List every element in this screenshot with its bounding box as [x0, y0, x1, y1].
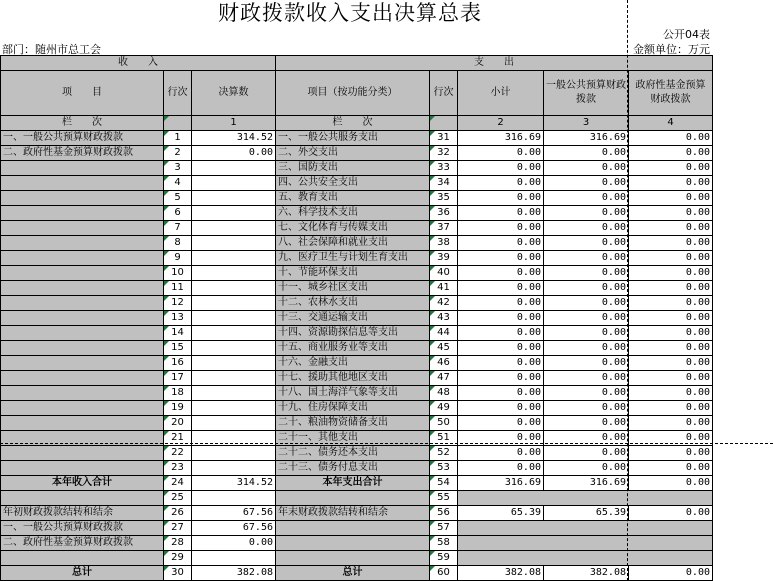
income-amount	[192, 176, 276, 191]
expense-item: 六、科学技术支出	[276, 206, 430, 221]
expense-line-header: 行次	[430, 71, 458, 116]
expense-subtotal: 0.00	[458, 281, 544, 296]
expense-general: 0.00	[544, 191, 629, 206]
income-line-header: 行次	[164, 71, 192, 116]
income-amount	[192, 281, 276, 296]
expense-fund: 0.00	[629, 236, 713, 251]
income-amount	[192, 251, 276, 266]
income-line: 19	[164, 401, 192, 416]
income-line: 22	[164, 446, 192, 461]
income-amount	[192, 401, 276, 416]
income-amount	[192, 446, 276, 461]
table-row	[1, 131, 713, 146]
table-row	[1, 161, 713, 176]
expense-fund: 0.00	[629, 311, 713, 326]
expense-line: 32	[430, 146, 458, 161]
department-label: 部门：随州市总工会	[2, 43, 101, 56]
income-line: 13	[164, 311, 192, 326]
column-index-4: 4	[629, 116, 713, 131]
form-number: 公开04表	[663, 28, 710, 41]
expense-general: 0.00	[544, 251, 629, 266]
expense-fund: 0.00	[629, 386, 713, 401]
expense-fund: 0.00	[629, 401, 713, 416]
expense-subtotal: 0.00	[458, 431, 544, 446]
expense-total-fund: 0.00	[629, 476, 713, 491]
blank-cell	[276, 521, 430, 536]
amount-unit-label: 金额单位：万元	[633, 43, 710, 56]
column-index-label-right: 栏 次	[276, 116, 430, 131]
income-item: 二、政府性基金预算财政拨款	[1, 146, 164, 161]
expense-line: 47	[430, 371, 458, 386]
income-item	[1, 386, 164, 401]
expense-item: 十七、援助其他地区支出	[276, 371, 430, 386]
expense-fund: 0.00	[629, 341, 713, 356]
income-line: 3	[164, 161, 192, 176]
blank-line-right: 55	[430, 491, 458, 506]
blank-cell	[276, 536, 430, 551]
blank-cell	[458, 491, 713, 506]
income-item	[1, 281, 164, 296]
income-item	[1, 206, 164, 221]
expense-item: 三、国防支出	[276, 161, 430, 176]
begin-general-value: 67.56	[192, 521, 276, 536]
table-row	[1, 356, 713, 371]
table-row	[1, 296, 713, 311]
income-line: 23	[164, 461, 192, 476]
row-59-line: 59	[430, 551, 458, 566]
expense-total-line: 54	[430, 476, 458, 491]
expense-general: 0.00	[544, 236, 629, 251]
expense-line: 35	[430, 191, 458, 206]
income-item	[1, 461, 164, 476]
blank-cell	[1, 551, 164, 566]
income-item	[1, 341, 164, 356]
income-item	[1, 416, 164, 431]
table-row	[1, 341, 713, 356]
expense-subtotal: 0.00	[458, 356, 544, 371]
expense-line: 36	[430, 206, 458, 221]
income-amount	[192, 191, 276, 206]
begin-balance-line: 26	[164, 506, 192, 521]
blank-cell	[276, 491, 430, 506]
expense-item: 二十、粮油物资储备支出	[276, 416, 430, 431]
table-row	[1, 176, 713, 191]
income-item	[1, 326, 164, 341]
income-item	[1, 251, 164, 266]
income-amount: 0.00	[192, 146, 276, 161]
expense-item: 十一、城乡社区支出	[276, 281, 430, 296]
income-item	[1, 401, 164, 416]
expense-item: 十、节能环保支出	[276, 266, 430, 281]
grand-total-label-right: 总计	[276, 566, 430, 581]
expense-fund: 0.00	[629, 191, 713, 206]
table-row	[1, 461, 713, 476]
column-index-blank	[164, 116, 192, 131]
expense-item: 五、教育支出	[276, 191, 430, 206]
expense-total-general: 316.69	[544, 476, 629, 491]
expense-line: 42	[430, 296, 458, 311]
income-amount	[192, 206, 276, 221]
expense-general: 0.00	[544, 281, 629, 296]
general-budget-header: 一般公共预算财政拨款	[544, 71, 629, 116]
expense-total-subtotal: 316.69	[458, 476, 544, 491]
expense-subtotal: 0.00	[458, 221, 544, 236]
income-amount	[192, 416, 276, 431]
table-row	[1, 221, 713, 236]
grand-total-subtotal: 382.08	[458, 566, 544, 581]
expense-subtotal: 0.00	[458, 386, 544, 401]
expense-item: 二十一、其他支出	[276, 431, 430, 446]
expense-fund: 0.00	[629, 266, 713, 281]
expense-general: 0.00	[544, 446, 629, 461]
expense-fund: 0.00	[629, 281, 713, 296]
expense-fund: 0.00	[629, 221, 713, 236]
expense-subtotal: 0.00	[458, 371, 544, 386]
report-title: 财政拨款收入支出决算总表	[218, 1, 482, 25]
expense-line: 39	[430, 251, 458, 266]
table-row	[1, 311, 713, 326]
income-amount	[192, 221, 276, 236]
carryover-fund-row	[1, 536, 713, 551]
income-total-value: 314.52	[192, 476, 276, 491]
expense-fund: 0.00	[629, 326, 713, 341]
income-line: 14	[164, 326, 192, 341]
income-amount	[192, 266, 276, 281]
grand-total-label-left: 总计	[1, 566, 164, 581]
expense-general: 0.00	[544, 356, 629, 371]
expense-fund: 0.00	[629, 206, 713, 221]
income-line: 18	[164, 386, 192, 401]
expense-fund: 0.00	[629, 431, 713, 446]
income-line: 15	[164, 341, 192, 356]
expense-item: 十六、金融支出	[276, 356, 430, 371]
expense-subtotal: 316.69	[458, 131, 544, 146]
table-row	[1, 416, 713, 431]
expense-general: 0.00	[544, 341, 629, 356]
income-line: 1	[164, 131, 192, 146]
expense-general: 0.00	[544, 206, 629, 221]
expense-fund: 0.00	[629, 371, 713, 386]
expense-subtotal: 0.00	[458, 161, 544, 176]
blank-cell	[458, 521, 713, 536]
expense-item: 七、文化体育与传媒支出	[276, 221, 430, 236]
income-item: 一、一般公共预算财政拨款	[1, 131, 164, 146]
begin-fund-line: 28	[164, 536, 192, 551]
expense-line: 37	[430, 221, 458, 236]
expense-subtotal: 0.00	[458, 326, 544, 341]
expense-line: 34	[430, 176, 458, 191]
expense-item: 一、一般公共服务支出	[276, 131, 430, 146]
expense-fund: 0.00	[629, 146, 713, 161]
income-total-row	[1, 476, 713, 491]
table-row	[1, 191, 713, 206]
income-item	[1, 356, 164, 371]
blank-cell	[1, 491, 164, 506]
expense-subtotal: 0.00	[458, 296, 544, 311]
expense-general: 0.00	[544, 221, 629, 236]
expense-line: 38	[430, 236, 458, 251]
income-amount	[192, 236, 276, 251]
expense-item: 十八、国土海洋气象等支出	[276, 386, 430, 401]
income-item	[1, 191, 164, 206]
budget-table	[0, 55, 713, 581]
expense-general: 0.00	[544, 371, 629, 386]
blank-row	[1, 491, 713, 506]
blank-row-29	[1, 551, 713, 566]
income-line: 20	[164, 416, 192, 431]
expense-fund: 0.00	[629, 251, 713, 266]
expense-line: 45	[430, 341, 458, 356]
page-break-vertical	[627, 0, 628, 581]
expense-general: 316.69	[544, 131, 629, 146]
income-item	[1, 221, 164, 236]
expense-general: 0.00	[544, 311, 629, 326]
expense-fund: 0.00	[629, 296, 713, 311]
table-row	[1, 281, 713, 296]
income-amount	[192, 371, 276, 386]
income-amount	[192, 311, 276, 326]
blank-cell	[192, 491, 276, 506]
end-balance-subtotal: 65.39	[458, 506, 544, 521]
expense-line: 46	[430, 356, 458, 371]
expense-item: 十五、商业服务业等支出	[276, 341, 430, 356]
table-row	[1, 386, 713, 401]
expense-item: 八、社会保障和就业支出	[276, 236, 430, 251]
income-item	[1, 236, 164, 251]
begin-fund-value: 0.00	[192, 536, 276, 551]
income-amount	[192, 341, 276, 356]
column-index-1: 1	[192, 116, 276, 131]
income-amount	[192, 161, 276, 176]
expense-item: 九、医疗卫生与计划生育支出	[276, 251, 430, 266]
blank-cell	[458, 536, 713, 551]
income-amount: 314.52	[192, 131, 276, 146]
table-row	[1, 266, 713, 281]
expense-fund: 0.00	[629, 446, 713, 461]
table-row	[1, 446, 713, 461]
begin-general-label: 一、一般公共预算财政拨款	[1, 521, 164, 536]
grand-total-line-right: 60	[430, 566, 458, 581]
begin-general-line: 27	[164, 521, 192, 536]
begin-balance-value: 67.56	[192, 506, 276, 521]
expense-group-header: 支 出	[276, 56, 713, 71]
income-line: 5	[164, 191, 192, 206]
grand-total-fund: 0.00	[629, 566, 713, 581]
expense-subtotal: 0.00	[458, 146, 544, 161]
expense-item: 十二、农林水支出	[276, 296, 430, 311]
expense-line: 52	[430, 446, 458, 461]
end-balance-fund: 0.00	[629, 506, 713, 521]
column-index-blank-right	[430, 116, 458, 131]
expense-general: 0.00	[544, 266, 629, 281]
expense-item: 十三、交通运输支出	[276, 311, 430, 326]
carryover-general-row	[1, 521, 713, 536]
expense-general: 0.00	[544, 326, 629, 341]
blank-line-left: 25	[164, 491, 192, 506]
expense-subtotal: 0.00	[458, 416, 544, 431]
income-line: 8	[164, 236, 192, 251]
expense-line: 31	[430, 131, 458, 146]
income-amount	[192, 296, 276, 311]
income-line: 21	[164, 431, 192, 446]
income-item	[1, 371, 164, 386]
expense-fund: 0.00	[629, 461, 713, 476]
expense-general: 0.00	[544, 146, 629, 161]
expense-subtotal: 0.00	[458, 176, 544, 191]
income-amount-header: 决算数	[192, 71, 276, 116]
table-row	[1, 251, 713, 266]
expense-line: 33	[430, 161, 458, 176]
expense-fund: 0.00	[629, 416, 713, 431]
expense-line: 44	[430, 326, 458, 341]
expense-fund: 0.00	[629, 356, 713, 371]
column-index-row	[1, 116, 713, 131]
income-line: 10	[164, 266, 192, 281]
income-item	[1, 176, 164, 191]
expense-line: 48	[430, 386, 458, 401]
expense-general: 0.00	[544, 176, 629, 191]
expense-item: 二十二、债务还本支出	[276, 446, 430, 461]
row-58-line: 58	[430, 536, 458, 551]
income-line: 17	[164, 371, 192, 386]
expense-line: 40	[430, 266, 458, 281]
expense-line: 49	[430, 401, 458, 416]
expense-general: 0.00	[544, 461, 629, 476]
income-line: 6	[164, 206, 192, 221]
expense-subtotal: 0.00	[458, 206, 544, 221]
grand-total-line-left: 30	[164, 566, 192, 581]
income-line: 2	[164, 146, 192, 161]
begin-balance-label: 年初财政拨款结转和结余	[1, 506, 164, 521]
begin-fund-label: 二、政府性基金预算财政拨款	[1, 536, 164, 551]
expense-item: 十四、资源勘探信息等支出	[276, 326, 430, 341]
expense-item: 四、公共安全支出	[276, 176, 430, 191]
income-amount	[192, 461, 276, 476]
income-item	[1, 296, 164, 311]
expense-subtotal: 0.00	[458, 341, 544, 356]
income-item	[1, 311, 164, 326]
blank-cell	[276, 551, 430, 566]
page-break-horizontal	[0, 443, 773, 444]
grand-total-row	[1, 566, 713, 581]
income-total-label: 本年收入合计	[1, 476, 164, 491]
subtotal-header: 小计	[458, 71, 544, 116]
income-total-line: 24	[164, 476, 192, 491]
expense-subtotal: 0.00	[458, 251, 544, 266]
expense-line: 53	[430, 461, 458, 476]
income-item	[1, 446, 164, 461]
expense-line: 51	[430, 431, 458, 446]
expense-item-header: 项目（按功能分类）	[276, 71, 430, 116]
expense-fund: 0.00	[629, 161, 713, 176]
column-index-label: 栏 次	[1, 116, 164, 131]
expense-general: 0.00	[544, 386, 629, 401]
income-line: 7	[164, 221, 192, 236]
expense-subtotal: 0.00	[458, 446, 544, 461]
column-header-row	[1, 71, 713, 116]
end-balance-line: 56	[430, 506, 458, 521]
carryover-row	[1, 506, 713, 521]
income-amount	[192, 356, 276, 371]
column-index-2: 2	[458, 116, 544, 131]
table-row	[1, 206, 713, 221]
expense-general: 0.00	[544, 161, 629, 176]
expense-subtotal: 0.00	[458, 236, 544, 251]
expense-subtotal: 0.00	[458, 266, 544, 281]
end-balance-label: 年末财政拨款结转和结余	[276, 506, 430, 521]
table-row	[1, 401, 713, 416]
fund-budget-header: 政府性基金预算财政拨款	[629, 71, 713, 116]
table-row	[1, 371, 713, 386]
expense-subtotal: 0.00	[458, 461, 544, 476]
row-57-line: 57	[430, 521, 458, 536]
expense-total-label: 本年支出合计	[276, 476, 430, 491]
expense-subtotal: 0.00	[458, 311, 544, 326]
income-line: 11	[164, 281, 192, 296]
blank-cell	[458, 551, 713, 566]
expense-subtotal: 0.00	[458, 401, 544, 416]
column-index-3: 3	[544, 116, 629, 131]
expense-line: 41	[430, 281, 458, 296]
expense-general: 0.00	[544, 431, 629, 446]
expense-item: 二、外交支出	[276, 146, 430, 161]
expense-subtotal: 0.00	[458, 191, 544, 206]
income-item	[1, 161, 164, 176]
expense-general: 0.00	[544, 401, 629, 416]
expense-fund: 0.00	[629, 176, 713, 191]
expense-item: 二十三、债务付息支出	[276, 461, 430, 476]
income-line: 4	[164, 176, 192, 191]
income-amount	[192, 386, 276, 401]
income-line: 12	[164, 296, 192, 311]
expense-general: 0.00	[544, 416, 629, 431]
income-amount	[192, 326, 276, 341]
grand-total-income: 382.08	[192, 566, 276, 581]
income-line: 9	[164, 251, 192, 266]
expense-line: 50	[430, 416, 458, 431]
income-item	[1, 266, 164, 281]
table-row	[1, 236, 713, 251]
income-item-header: 项 目	[1, 71, 164, 116]
grand-total-general: 382.08	[544, 566, 629, 581]
income-line: 16	[164, 356, 192, 371]
expense-general: 0.00	[544, 296, 629, 311]
income-group-header: 收 入	[1, 56, 276, 71]
expense-fund: 0.00	[629, 131, 713, 146]
table-row	[1, 146, 713, 161]
table-row	[1, 326, 713, 341]
end-balance-general: 65.39	[544, 506, 629, 521]
group-header-row	[1, 56, 713, 71]
expense-item: 十九、住房保障支出	[276, 401, 430, 416]
blank-cell	[192, 551, 276, 566]
row-29-line: 29	[164, 551, 192, 566]
expense-line: 43	[430, 311, 458, 326]
